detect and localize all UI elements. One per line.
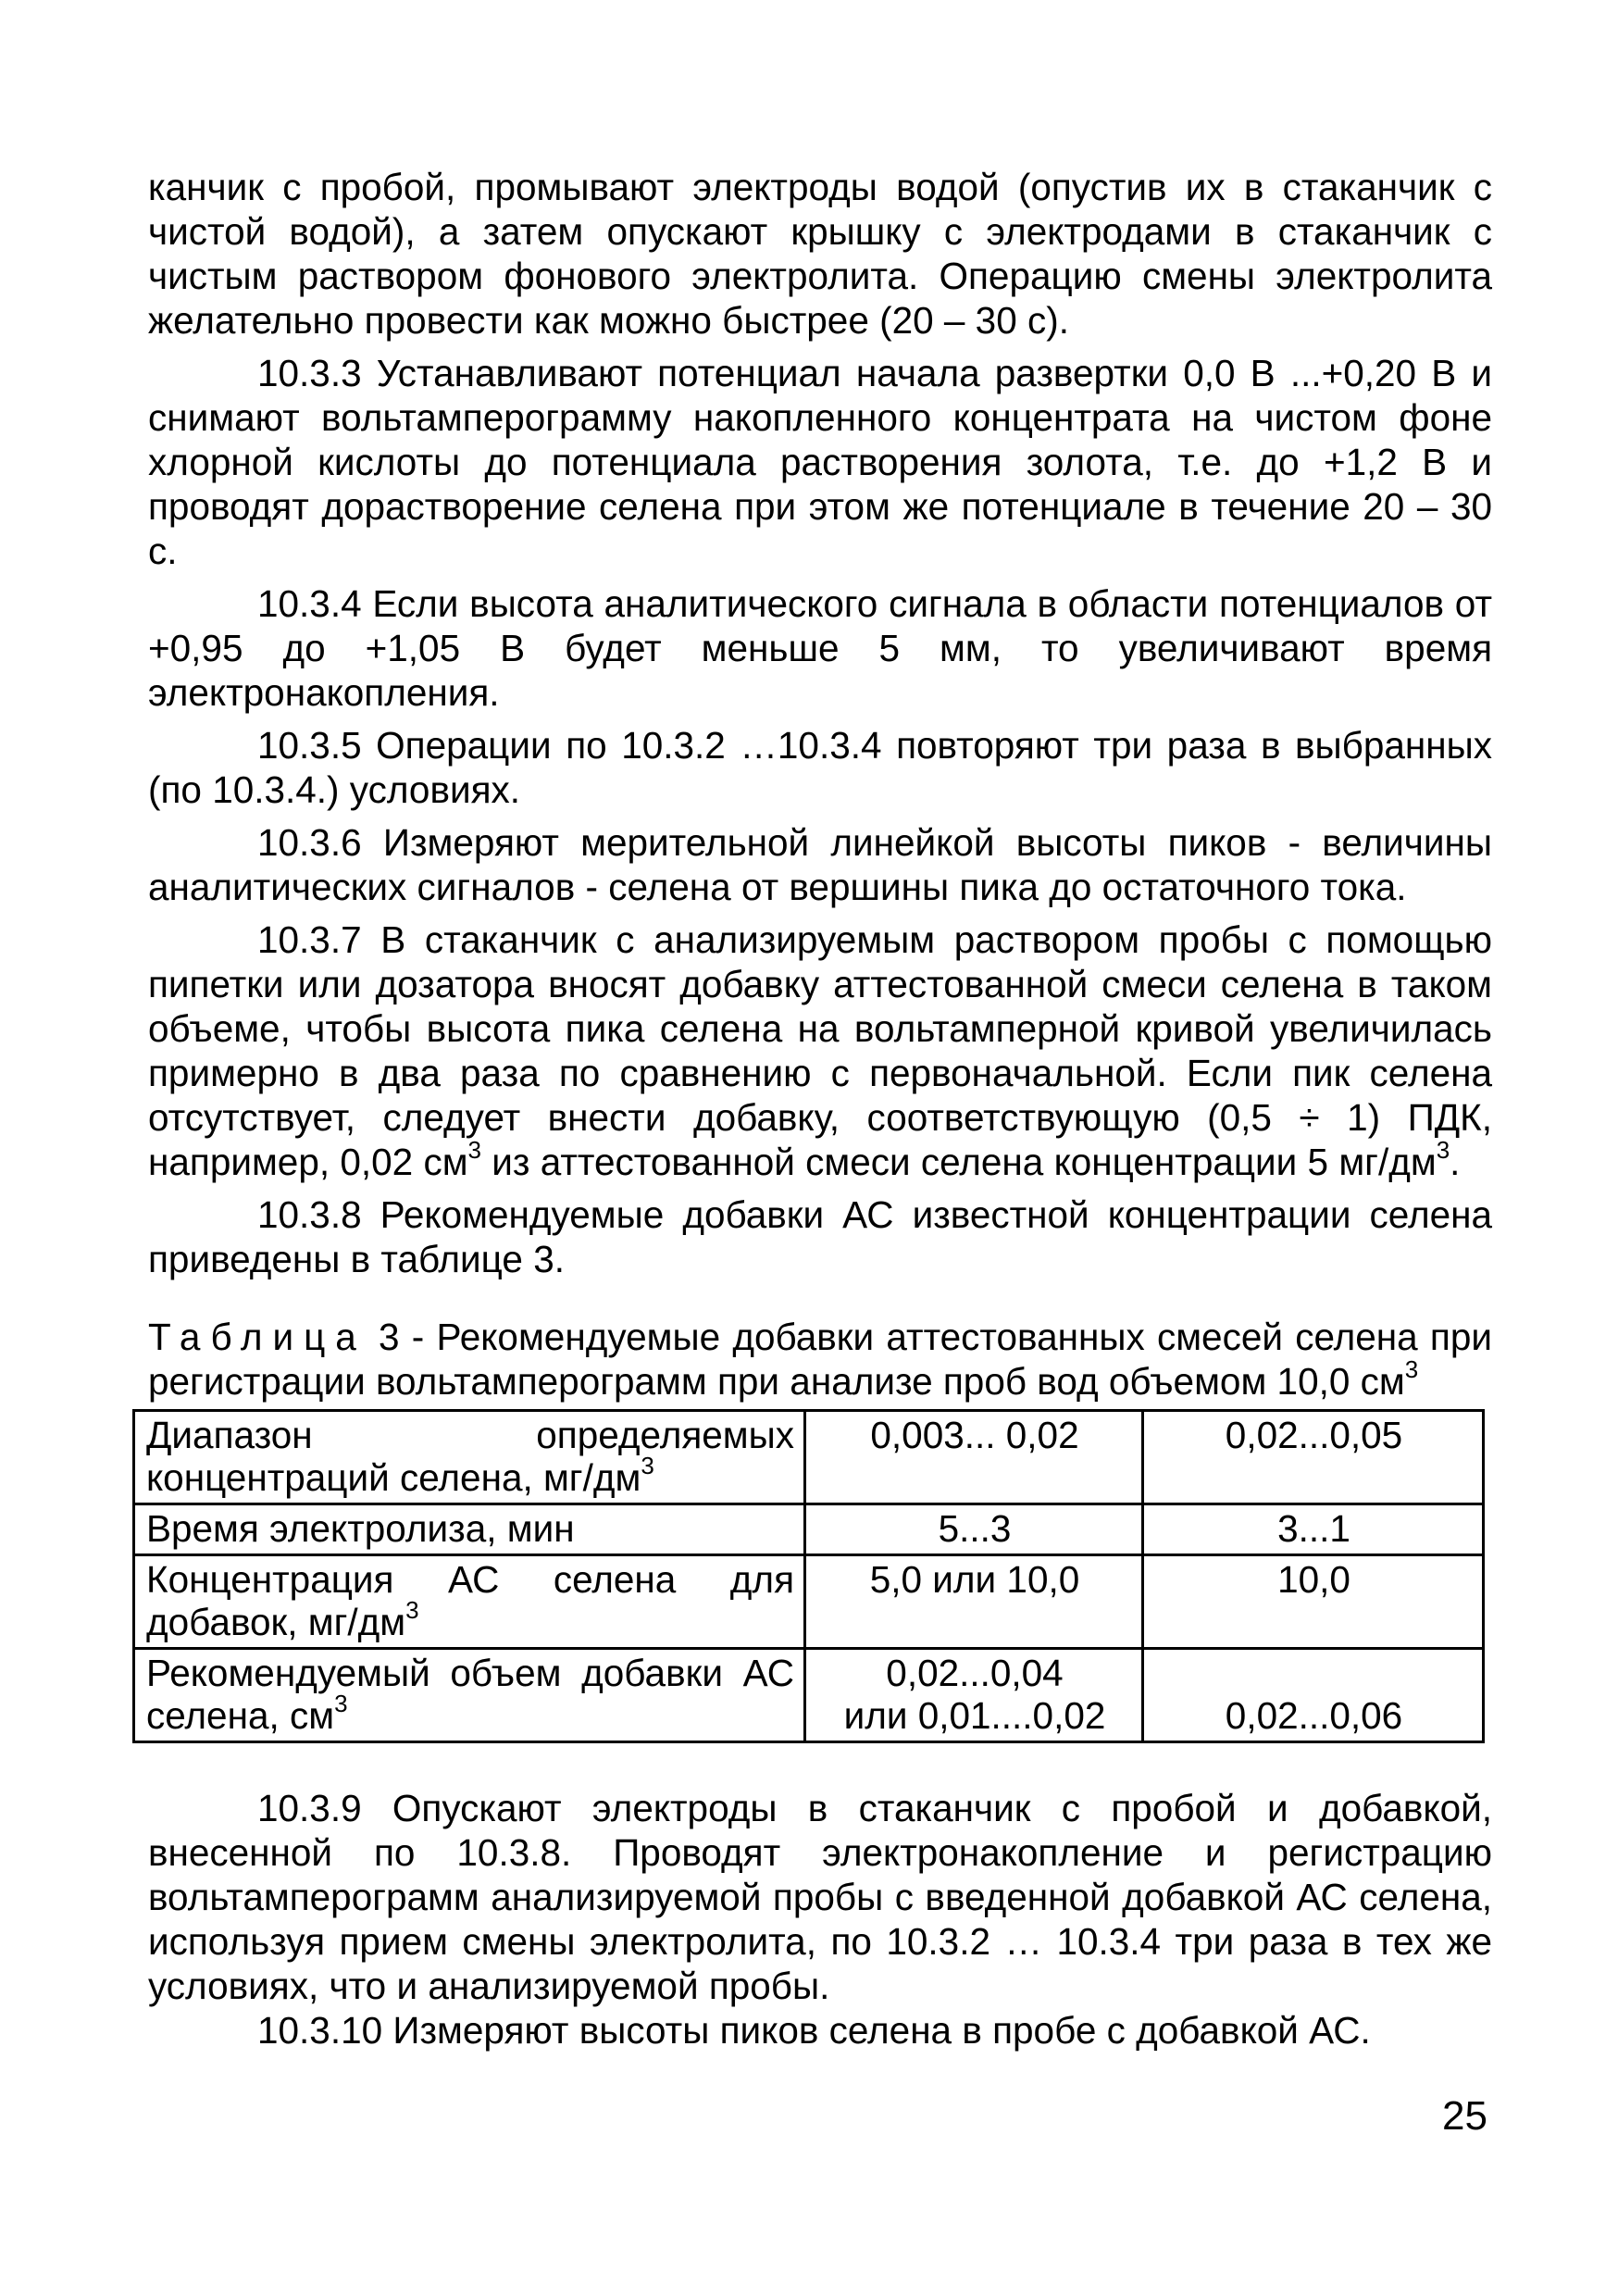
table-cell: 0,02...0,06 [1143, 1649, 1484, 1742]
paragraph-continuation: канчик с пробой, промывают электроды водой (опустив их в стаканчик с чистой водой), а затем опускают крышку с электродами в стаканчик с чистым раствором фонового электролита. Операцию смены электролита желательно провести как можно быстрее (20 – 30 с). [148, 166, 1492, 342]
table-cell [805, 1649, 1143, 1742]
paragraph-10-3-4: 10.3.4 Если высота аналитического сигнала в области потенциалов от +0,95 до +1,05 В будет меньше 5 мм, то увеличивают время электронакопления. [148, 582, 1492, 714]
table-row [134, 1649, 1484, 1742]
table-caption-text: 3 - Рекомендуемые добавки аттестованных смесей селена при регистрации вольтамперограмм при анализе проб вод объемом 10,0 см [148, 1316, 1492, 1403]
spacer [148, 1281, 1492, 1315]
paragraph-10-3-10: 10.3.10 Измеряют высоты пиков селена в пробе с добавкой АС. [257, 2009, 1371, 2052]
page-number: 25 [1442, 2093, 1487, 2139]
superscript-cube: 3 [405, 1596, 419, 1624]
table-caption [148, 1315, 1492, 1404]
table-cell-line: 0,02...0,04 [886, 1652, 1064, 1694]
table-row [134, 1411, 1484, 1504]
table-cell: 5...3 [805, 1504, 1143, 1555]
table-cell: 10,0 [1143, 1555, 1484, 1649]
table-cell: 5,0 или 10,0 [805, 1555, 1143, 1649]
table-cell: 0,003... 0,02 [805, 1411, 1143, 1504]
additives-table [132, 1409, 1485, 1743]
table-cell-label: Время электролиза, мин [134, 1504, 805, 1555]
superscript-cube: 3 [1436, 1136, 1450, 1164]
paragraph-10-3-6: 10.3.6 Измеряют мерительной линейкой высоты пиков - величины аналитических сигналов - селена от вершины пика до остаточного тока. [148, 821, 1492, 908]
table-cell-label: Диапазон определяемых концентраций селена, $мг/дм^3$ [134, 1411, 805, 1504]
paragraph-10-3-7-text-mid: из аттестованной смеси селена концентрации 5 мг/дм [481, 1141, 1437, 1183]
table-row [134, 1504, 1484, 1555]
table-row [134, 1555, 1484, 1649]
table-cell-label: Концентрация АС селена для добавок, $мг/дм^3$ [134, 1555, 805, 1649]
superscript-cube: 3 [641, 1452, 654, 1479]
paragraph-10-3-8: 10.3.8 Рекомендуемые добавки АС известной концентрации селена приведены в таблице 3. [148, 1193, 1492, 1280]
table-cell: 3...1 [1143, 1504, 1484, 1555]
table-cell: 0,02...0,05 [1143, 1411, 1484, 1504]
superscript-cube: 3 [467, 1136, 482, 1164]
spacer [148, 1743, 1492, 1786]
paragraph-10-3-7-text: 10.3.7 В стаканчик с анализируемым раствором пробы с помощью пипетки или дозатора вносят добавку аттестованной смеси селена в таком объеме, чтобы высота пика селена на вольтамперной кривой увеличилась примерно в два раза по сравнению с первоначальной. Если пик селена отсутствует, следует внести добавку, соответствующую (0,5 ÷ 1) ПДК, например, 0,02 см [148, 918, 1492, 1183]
superscript-cube: 3 [1404, 1355, 1419, 1383]
document-page [148, 165, 1492, 2061]
paragraph-10-3-5: 10.3.5 Операции по 10.3.2 …10.3.4 повторяют три раза в выбранных (по 10.3.4.) условиях. [148, 724, 1492, 811]
superscript-cube: 3 [334, 1690, 348, 1717]
paragraph-10-3-7 [148, 917, 1492, 1184]
table-caption-label: Таблица [148, 1316, 367, 1358]
paragraph-10-3-9: 10.3.9 Опускают электроды в стаканчик с пробой и добавкой, внесенной по 10.3.8. Проводят электронакопление и регистрацию вольтамперограмм анализируемой пробы с введенной добавкой АС селена, используя прием смены электролита, по 10.3.2 … 10.3.4 три раза в тех же условиях, что и анализируемой пробы. [148, 1787, 1492, 2007]
paragraph-10-3-7-text-end: . [1450, 1141, 1461, 1183]
table-cell-label: Рекомендуемый объем добавки АС селена, $см^3$ [134, 1649, 805, 1742]
table-cell-line: или 0,01....0,02 [843, 1694, 1106, 1737]
paragraph-10-3-3: 10.3.3 Устанавливают потенциал начала развертки 0,0 В ...+0,20 В и снимают вольтамперограмму накопленного концентрата на чистом фоне хлорной кислоты до потенциала растворения золота, т.е. до +1,2 В и проводят дорастворение селена при этом же потенциале в течение 20 – 30 с. [148, 352, 1492, 572]
